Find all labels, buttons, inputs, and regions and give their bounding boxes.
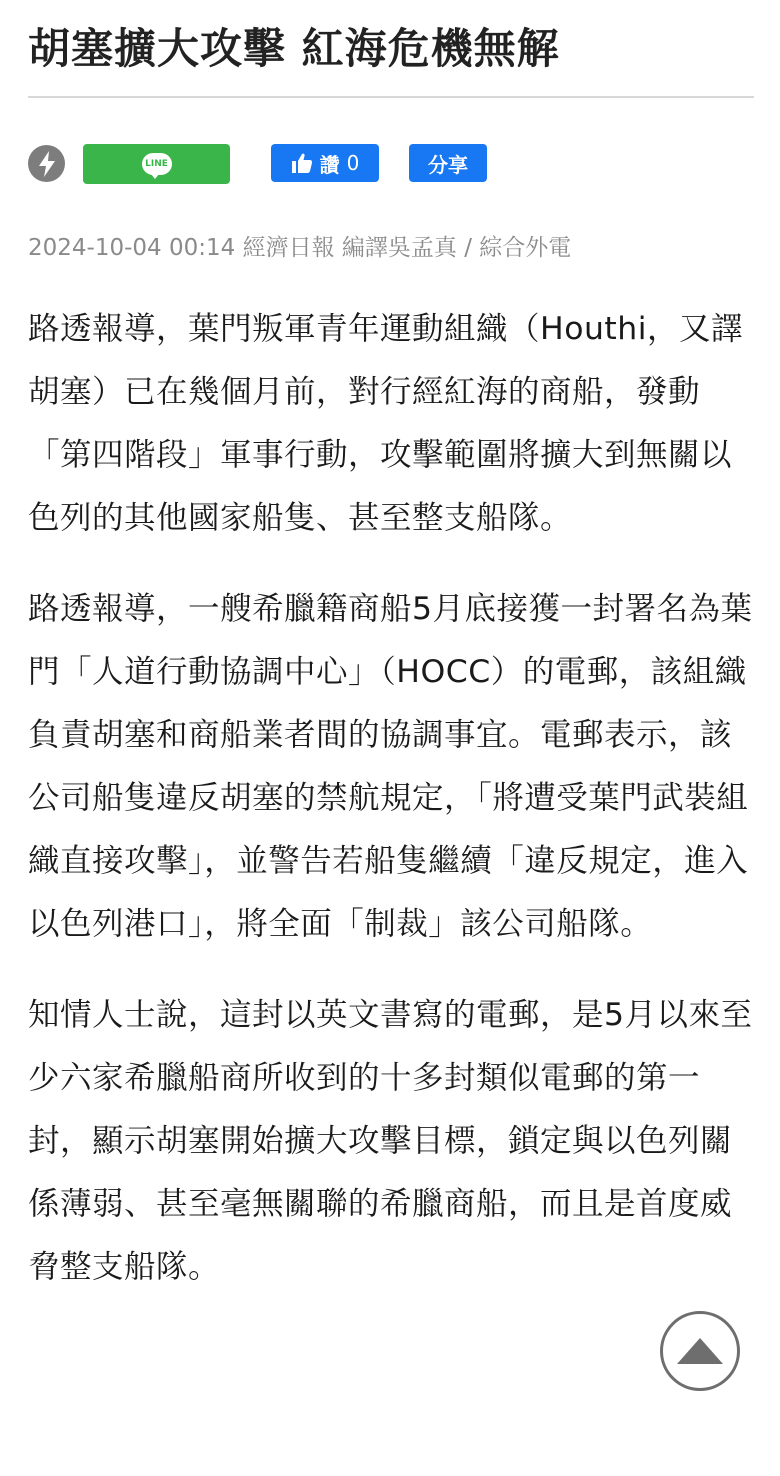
article-paragraph: 路透報導，葉門叛軍青年運動組織（Houthi，又譯胡塞）已在幾個月前，對行經紅海的商船，發動「第四階段」軍事行動，攻擊範圍將擴大到無關以色列的其他國家船隻、甚至整支船隊。 [28,311,743,536]
flash-icon[interactable] [28,145,65,182]
line-logo-text: LINE [145,159,168,169]
article-paragraph: 路透報導，一艘希臘籍商船5月底接獲一封署名為葉門「人道行動協調中心」（HOCC）的電郵，該組織負責胡塞和商船業者間的協調事宜。電郵表示，該公司船隻違反胡塞的禁航規定，「將遭受葉門武裝組織直接攻擊」，並警告若船隻繼續「違反規定，進入以色列港口」，將全面「制裁」該公司船隊。 [28,591,753,942]
share-bar [28,144,754,184]
title-divider [28,96,754,98]
scroll-to-top-button[interactable] [660,1311,740,1391]
facebook-share-button[interactable] [409,144,487,182]
arrow-up-icon [675,1336,725,1366]
share-label: 分享 [428,152,468,177]
line-icon [142,153,172,175]
facebook-like-button[interactable] [271,144,379,182]
like-count: 0 [346,151,360,175]
article-title: 胡塞擴大攻擊 紅海危機無解 [28,24,560,73]
lightning-bolt-icon [37,151,57,177]
line-share-button[interactable] [83,144,230,184]
article-meta: 2024-10-04 00:14 經濟日報 編譯吳孟真 / 綜合外電 [28,235,572,261]
article-paragraph: 知情人士說，這封以英文書寫的電郵，是5月以來至少六家希臘船商所收到的十多封類似電郵的第一封，顯示胡塞開始擴大攻擊目標，鎖定與以色列關係薄弱、甚至毫無關聯的希臘商船，而且是首度威脅整支船隊。 [28,997,753,1285]
like-label: 讚 [319,152,340,177]
thumbs-up-icon [291,152,313,174]
article-page [28,0,754,1327]
article-body [28,298,754,1299]
